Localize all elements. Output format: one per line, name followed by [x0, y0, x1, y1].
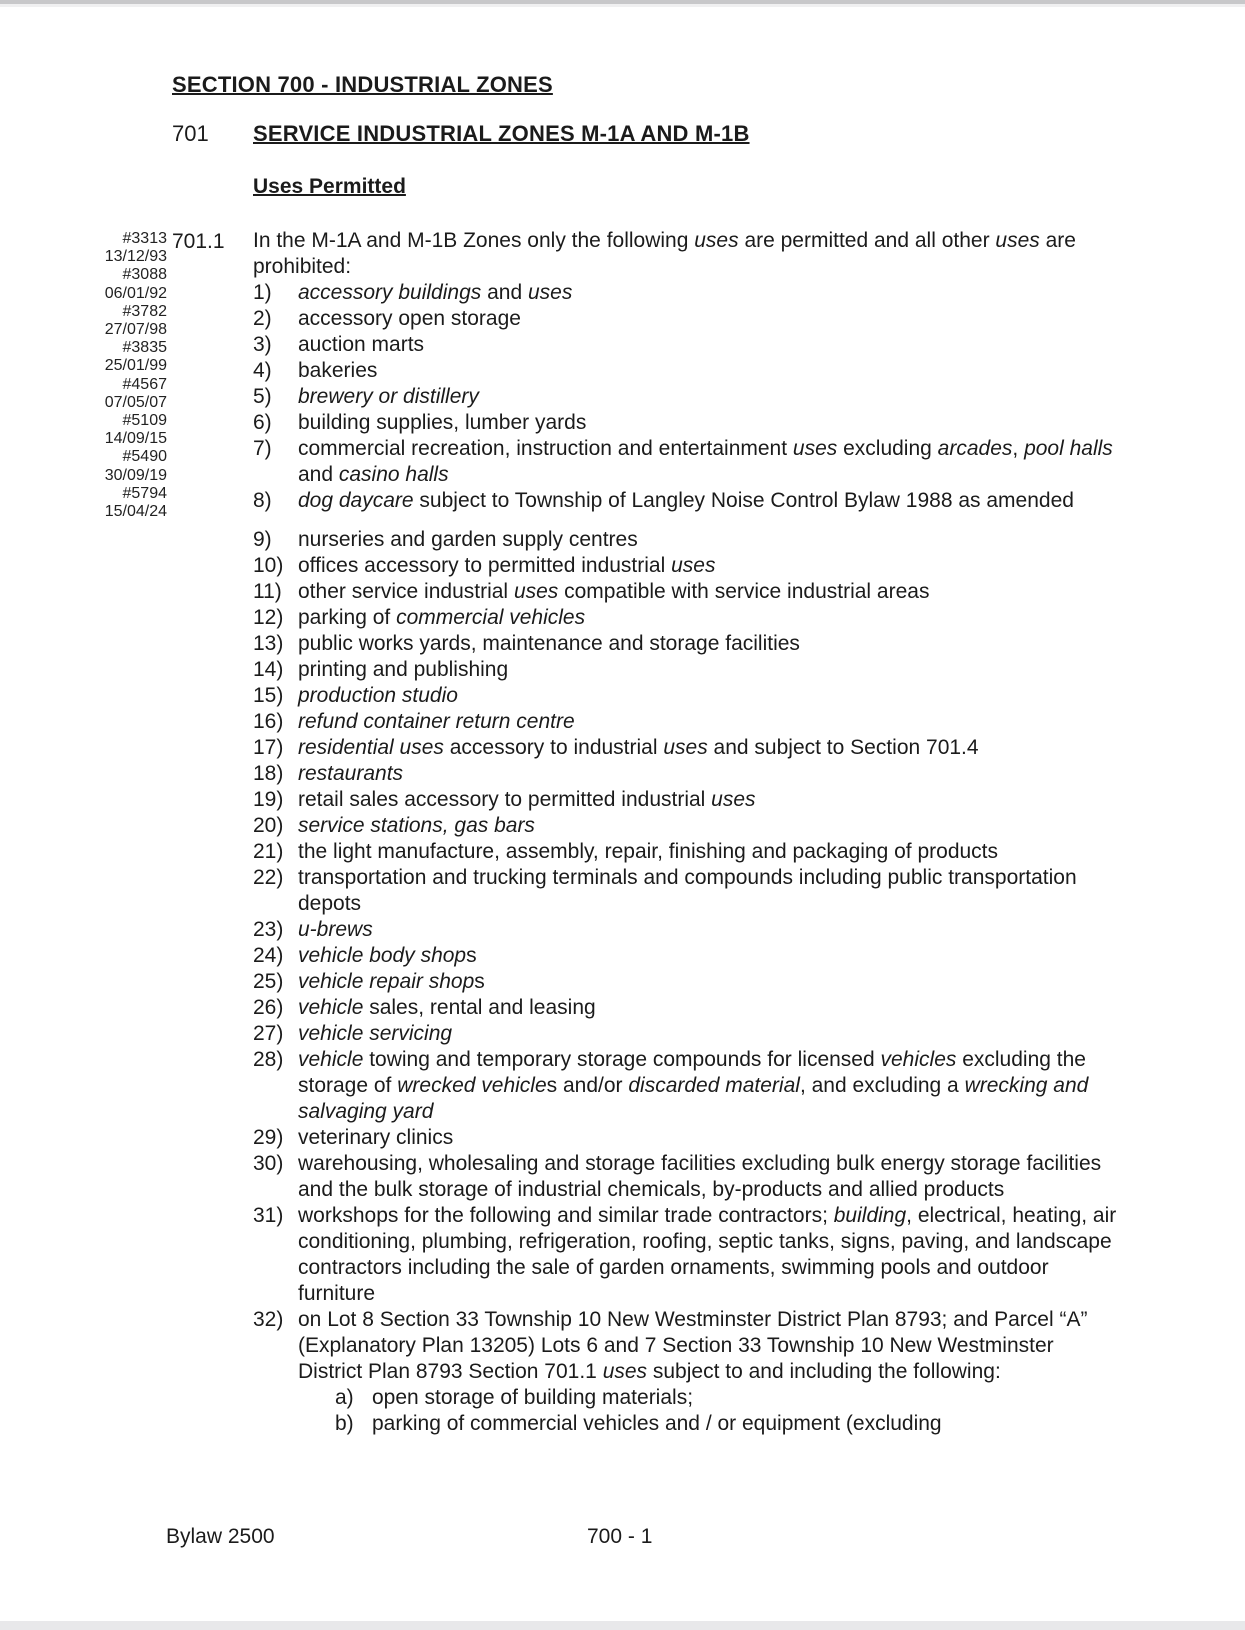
- list-item: [253, 709, 1121, 735]
- amendment-number: #3782: [122, 302, 167, 320]
- sub-item: [335, 1411, 1121, 1437]
- amendment-number: #5490: [122, 448, 167, 466]
- item-number: 24): [253, 944, 284, 967]
- list-item: [253, 436, 1121, 488]
- item-number: 26): [253, 996, 284, 1019]
- item-text: nurseries and garden supply centres: [298, 528, 638, 551]
- list-item: [253, 657, 1121, 683]
- item-text: other service industrial uses compatible with service industrial areas: [298, 580, 930, 603]
- item-number: 1): [253, 281, 272, 304]
- list-item: [253, 631, 1121, 657]
- uses-permitted-subheading: Uses Permitted: [253, 175, 406, 198]
- sub-item: [335, 1385, 1121, 1411]
- footer-page-number: 700 - 1: [587, 1525, 653, 1548]
- list-item: [253, 527, 1121, 553]
- item-text: refund container return centre: [298, 710, 575, 733]
- item-text: brewery or distillery: [298, 385, 479, 408]
- amendment-number: #4567: [122, 375, 167, 393]
- amendment-list: [55, 230, 167, 521]
- amendment-date: 25/01/99: [104, 357, 167, 375]
- item-text: retail sales accessory to permitted industrial uses: [298, 788, 756, 811]
- item-number: 12): [253, 606, 284, 629]
- item-text: u-brews: [298, 918, 373, 941]
- amendment-number: #3088: [122, 266, 167, 284]
- list-item: [253, 605, 1121, 631]
- sub-item-letter: a): [335, 1386, 354, 1409]
- amendment-date: 06/01/92: [104, 284, 167, 302]
- item-number: 31): [253, 1204, 284, 1227]
- item-number: 8): [253, 489, 272, 512]
- list-item: [253, 839, 1121, 865]
- uses-list: [253, 280, 1121, 1437]
- item-number: 29): [253, 1126, 284, 1149]
- item-text: accessory open storage: [298, 307, 521, 330]
- item-number: 17): [253, 736, 284, 759]
- item-text: bakeries: [298, 359, 378, 382]
- sub-item-text: open storage of building materials;: [372, 1386, 694, 1409]
- footer-bylaw-label: Bylaw 2500: [166, 1525, 275, 1548]
- list-item: [253, 787, 1121, 813]
- item-number: 5): [253, 385, 272, 408]
- amendment-date: 15/04/24: [104, 503, 167, 521]
- list-item: [253, 1151, 1121, 1203]
- list-item: [253, 306, 1121, 332]
- item-number: 21): [253, 840, 284, 863]
- item-text: auction marts: [298, 333, 425, 356]
- list-item: [253, 280, 1121, 306]
- item-text: vehicle repair shops: [298, 970, 485, 993]
- item-number: 27): [253, 1022, 284, 1045]
- item-number: 20): [253, 814, 284, 837]
- list-item: [253, 943, 1121, 969]
- amendment-number: #5109: [122, 412, 167, 430]
- clause-number: 701.1: [172, 230, 225, 253]
- item-number: 2): [253, 307, 272, 330]
- item-text: on Lot 8 Section 33 Township 10 New Westminster District Plan 8793; and Parcel “A” (Explanatory Plan 13205) Lots 6 and 7 Section 33 Township 10 New Westminster District Plan 8793 Section 701.1 uses subject to and including the following:: [298, 1308, 1088, 1383]
- item-number: 7): [253, 437, 272, 460]
- item-text: the light manufacture, assembly, repair, finishing and packaging of products: [298, 840, 999, 863]
- item-number: 14): [253, 658, 284, 681]
- list-item: [253, 735, 1121, 761]
- list-item: [253, 1125, 1121, 1151]
- item-text: dog daycare subject to Township of Langley Noise Control Bylaw 1988 as amended: [298, 489, 1074, 512]
- list-item: [253, 1307, 1121, 1385]
- list-item: [253, 917, 1121, 943]
- item-text: production studio: [298, 684, 458, 707]
- sub-item-text: parking of commercial vehicles and / or equipment (excluding: [372, 1412, 942, 1435]
- item-number: 19): [253, 788, 284, 811]
- amendment-date: 27/07/98: [104, 321, 167, 339]
- item-text: residential uses accessory to industrial uses and subject to Section 701.4: [298, 736, 979, 759]
- item-text: service stations, gas bars: [298, 814, 535, 837]
- list-item: [253, 332, 1121, 358]
- item-text: public works yards, maintenance and storage facilities: [298, 632, 800, 655]
- item-number: 11): [253, 580, 282, 603]
- item-text: warehousing, wholesaling and storage facilities excluding bulk energy storage facilities and the bulk storage of industrial chemicals, by-products and allied products: [298, 1152, 1102, 1201]
- item-text: restaurants: [298, 762, 404, 785]
- item-number: 3): [253, 333, 272, 356]
- section-701-heading-row: [172, 121, 750, 147]
- item-number: 10): [253, 554, 284, 577]
- list-item: [253, 969, 1121, 995]
- item-number: 9): [253, 528, 272, 551]
- item-text: workshops for the following and similar trade contractors; building, electrical, heating, air conditioning, plumbing, refrigeration, roofing, septic tanks, signs, paving, and landscape contractors including the sale of garden ornaments, swimming pools and outdoor furniture: [298, 1204, 1117, 1305]
- item-number: 23): [253, 918, 284, 941]
- list-item: [253, 488, 1121, 514]
- item-text: vehicle servicing: [298, 1022, 453, 1045]
- list-item: [253, 813, 1121, 839]
- item-text: building supplies, lumber yards: [298, 411, 587, 434]
- amendment-number: #5794: [122, 484, 167, 502]
- sub-item-letter: b): [335, 1412, 354, 1435]
- list-item: [253, 410, 1121, 436]
- list-item: [253, 1203, 1121, 1307]
- clause-intro-text: In the M-1A and M-1B Zones only the following uses are permitted and all other uses are prohibited:: [253, 229, 1076, 278]
- list-item: [253, 1021, 1121, 1047]
- amendment-date: 07/05/07: [104, 393, 167, 411]
- item-text: vehicle body shops: [298, 944, 477, 967]
- item-text: vehicle towing and temporary storage compounds for licensed vehicles excluding the storage of wrecked vehicles and/or discarded material, and excluding a wrecking and salvaging yard: [298, 1048, 1089, 1123]
- item-text: parking of commercial vehicles: [298, 606, 586, 629]
- window-bottom-bar: [0, 1621, 1245, 1630]
- list-item: [253, 683, 1121, 709]
- item-text: transportation and trucking terminals and compounds including public transportation depots: [298, 866, 1077, 915]
- window-top-bar: [0, 0, 1245, 7]
- list-item: [253, 995, 1121, 1021]
- amendment-date: 13/12/93: [104, 248, 167, 266]
- amendment-number: #3835: [122, 339, 167, 357]
- list-item: [253, 865, 1121, 917]
- item-text: offices accessory to permitted industrial uses: [298, 554, 716, 577]
- clause-body: [253, 228, 1121, 1437]
- item-number: 32): [253, 1308, 284, 1331]
- item-number: 6): [253, 411, 272, 434]
- item-text: commercial recreation, instruction and entertainment uses excluding arcades, pool halls and casino halls: [298, 437, 1113, 486]
- item-number: 28): [253, 1048, 284, 1071]
- list-item: [253, 1047, 1121, 1125]
- amendment-date: 14/09/15: [104, 430, 167, 448]
- item-number: 15): [253, 684, 284, 707]
- item-number: 4): [253, 359, 272, 382]
- item-number: 18): [253, 762, 284, 785]
- list-item: [253, 761, 1121, 787]
- section-700-title: SECTION 700 - INDUSTRIAL ZONES: [172, 72, 553, 97]
- item-text: veterinary clinics: [298, 1126, 454, 1149]
- item-text: vehicle sales, rental and leasing: [298, 996, 596, 1019]
- list-item: [253, 579, 1121, 605]
- item-number: 22): [253, 866, 284, 889]
- amendment-date: 30/09/19: [104, 466, 167, 484]
- item-number: 16): [253, 710, 284, 733]
- list-item: [253, 553, 1121, 579]
- list-item: [253, 384, 1121, 410]
- item-number: 13): [253, 632, 284, 655]
- item-number: 25): [253, 970, 284, 993]
- item-text: printing and publishing: [298, 658, 509, 681]
- item-number: 30): [253, 1152, 284, 1175]
- list-item: [253, 358, 1121, 384]
- item-text: accessory buildings and uses: [298, 281, 573, 304]
- section-number: 701: [172, 121, 209, 146]
- amendment-number: #3313: [122, 230, 167, 247]
- section-heading: SERVICE INDUSTRIAL ZONES M-1A AND M-1B: [253, 121, 750, 146]
